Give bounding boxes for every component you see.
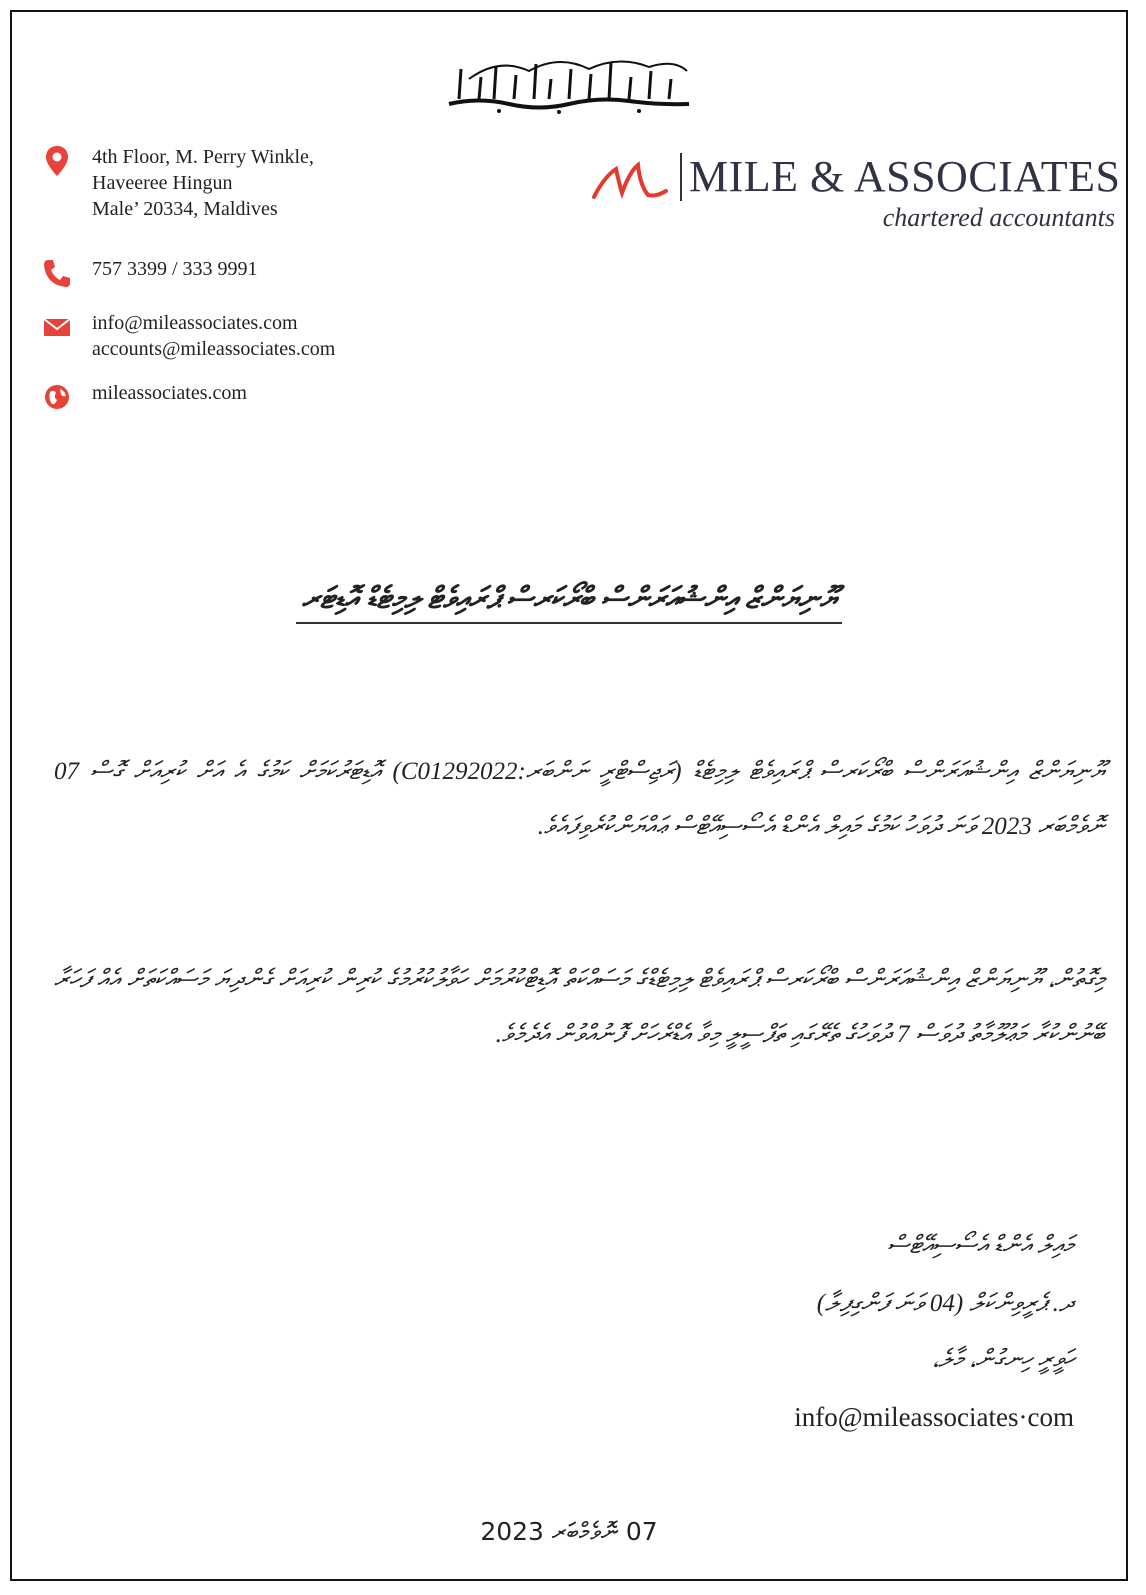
signature-line-1: މައިލް އެންޑް އެސޯސިއޭޓްސް (887, 1232, 1074, 1259)
logo-tagline: chartered accountants (882, 203, 1115, 232)
company-logo (590, 147, 1121, 242)
footer-date: 07 ނޮވެމްބަރ 2023 (480, 1517, 658, 1546)
letter-title (12, 582, 1126, 624)
email-row (40, 310, 335, 362)
letter-page (10, 10, 1128, 1581)
paragraph-1-text: ޔޫނިޔަންޒް އިންޝުއަރަންސް ބްރޯކަރސް ޕްރައިވެޓް ލިމިޓެޑް (ރަޖިސްޓްރީ ނަންބަރ:C01292022) އޮޑިޓަރުކަމަށް ކަމުގެ އެ އަށް ކުރިއަށް ގޮސް 07 ނޮވެމްބަރ 2023 ވަނަ ދުވަހު ކަމުގެ މައިލް އެންޑް އެސޯސިއޭޓްސް ޢައްޔަންކުރެވިފައެވެ. (54, 758, 1104, 840)
bismillah-image (439, 49, 699, 119)
paragraph-2-text: މިގޮތުން، ޔޫނިޔަންޒް އިންޝުއަރަންސް ބްރޯކަރސް ޕްރައިވެޓް ލިމިޓެޑްގެ މަސައްކަތް އޮޑިޓްކުރުމަށް ހަވާލުކުރުމުގެ ކުރިން ކުރިއަށް ގެންދިޔަ މަސައްކަތަށް އެއް ފަހަރާ ބޭނުންކުރާ މަޢުލޫމާތު ދުވަސް 7 ދުވަހުގެ ތެރޭގައި ތަފްސީލީ މިވާ އެޑްރެހަށް ފޮނުއްވުން އެދެމެވެ. (54, 966, 1104, 1048)
location-pin-icon (40, 144, 74, 178)
signature-line-2: ދ. ޕެރީވިންކަލް (04 ވަނަ ފަންގިފިލާ) (816, 1290, 1074, 1317)
website-row (40, 380, 247, 414)
paragraph-1 (54, 744, 1104, 854)
address-line-1: 4th Floor, M. Perry Winkle, (92, 146, 314, 168)
bismillah-calligraphy (12, 46, 1126, 121)
phone-icon (40, 256, 74, 290)
website-link[interactable]: mileassociates.com (92, 382, 247, 404)
email-info-link[interactable]: info@mileassociates.com (92, 312, 298, 334)
logo-divider (680, 153, 682, 201)
signature-email: info@mileassociates·com (794, 1402, 1074, 1432)
address-line-2: Haveeree Hingun (92, 172, 233, 194)
email-accounts-link[interactable]: accounts@mileassociates.com (92, 338, 336, 360)
address-row (40, 144, 314, 222)
paragraph-2 (54, 952, 1104, 1062)
address-line-3: Male’ 20334, Maldives (92, 198, 278, 220)
globe-icon (40, 380, 74, 414)
phone-row (40, 256, 258, 290)
signature-line-3: ހަވީރީ ހިނގުން، މާލެ، (931, 1346, 1074, 1373)
letter-title-text: ޔޫނިޔަންޒް އިންޝުއަރަންސް ބްރޯކަރސް ޕްރައިވެޓް ލިމިޓެޑް އޮޑިޓަރ (296, 582, 842, 624)
logo-m-mark-icon (590, 157, 672, 201)
phone-numbers: 757 3399 / 333 9991 (92, 258, 258, 280)
logo-company-name: MILE & ASSOCIATES (689, 152, 1121, 201)
envelope-icon (40, 310, 74, 344)
